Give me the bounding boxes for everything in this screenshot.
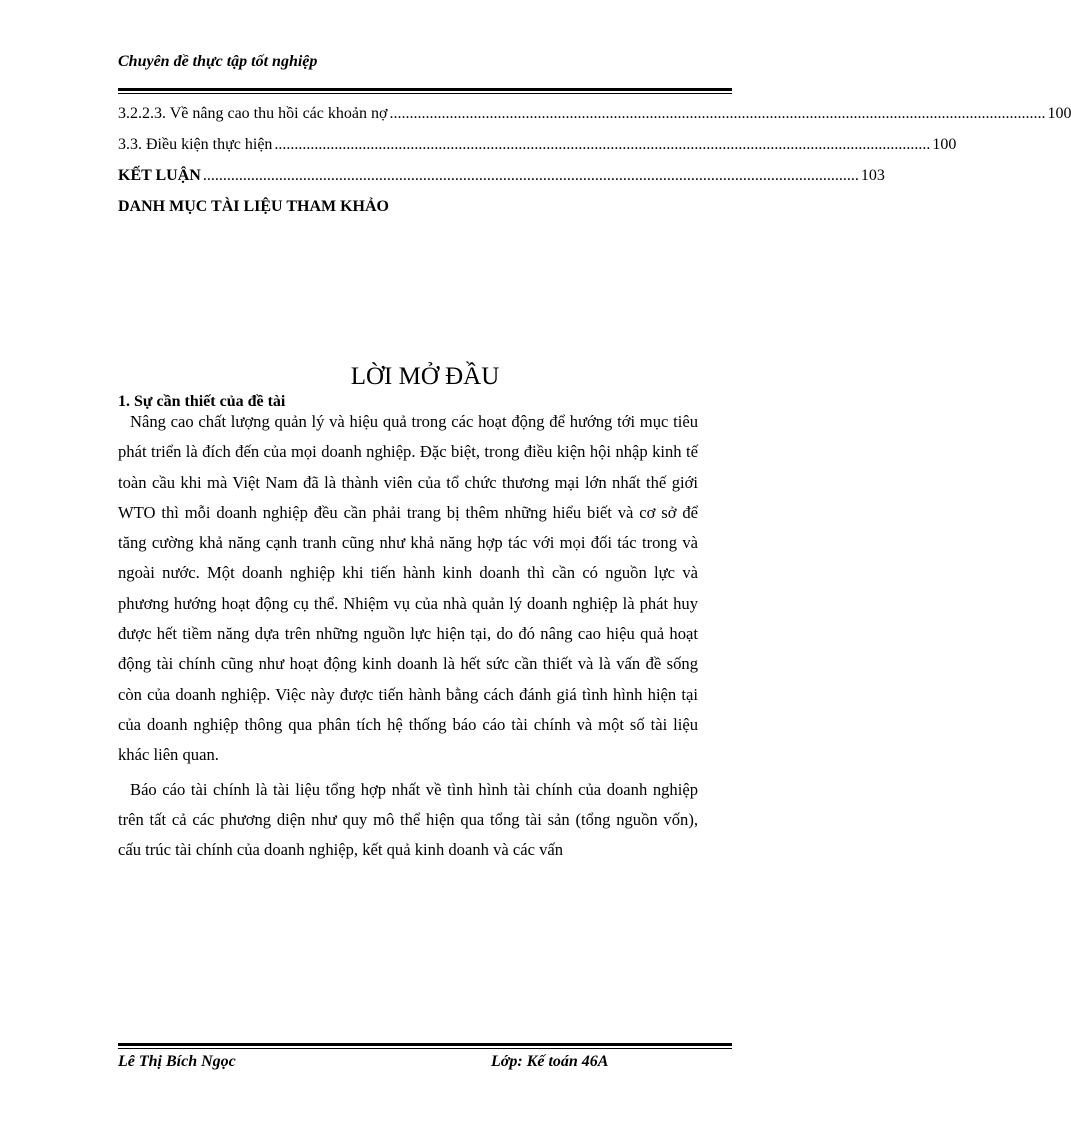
toc-entry-title: 3.2.2.3. Về nâng cao thu hồi các khoản nợ xyxy=(118,105,388,122)
toc-leader-dots: .................................................................................................................................................................... xyxy=(202,167,859,184)
section-heading: 1. Sự cần thiết của đề tài xyxy=(118,393,286,410)
toc-entry-page: 103 xyxy=(860,167,885,184)
toc-entry-title: KẾT LUẬN xyxy=(118,167,201,184)
toc-leader-dots: .................................................................................................................................................................... xyxy=(274,136,931,153)
page-title: LỜI MỞ ĐẦU xyxy=(350,362,500,390)
toc-entry[interactable] xyxy=(118,135,957,166)
toc-entry[interactable] xyxy=(118,104,1071,135)
paragraph: Nâng cao chất lượng quản lý và hiệu quả trong các hoạt động để hướng tới mục tiêu phát triển là đích đến của mọi doanh nghiệp. Đặc biệt, trong điều kiện hội nhập kinh tế toàn cầu khi mà Việt Nam đã là thành viên của tổ chức thương mại lớn nhất thế giới WTO thì mỗi doanh nghiệp đều cần phải trang bị thêm những hiểu biết và cơ sở để tăng cường khả năng cạnh tranh cũng như khả năng hợp tác với mọi đối tác trong và ngoài nước. Một doanh nghiệp khi tiến hành kinh doanh thì cần có nguồn lực và phương hướng hoạt động cụ thể. Nhiệm vụ của nhà quản lý doanh nghiệp là phát huy được hết tiềm năng dựa trên những nguồn lực hiện tại, do đó nâng cao hiệu quả hoạt động tài chính cũng như hoạt động kinh doanh là hết sức cần thiết và là vấn đề sống còn của doanh nghiệp. Việc này được tiến hành bằng cách đánh giá tình hình hiện tại của doanh nghiệp thông qua phân tích hệ thống báo cáo tài chính và một số tài liệu khác liên quan. xyxy=(118,412,698,765)
toc-entry-title: 3.3. Điều kiện thực hiện xyxy=(118,136,273,153)
toc-entry[interactable] xyxy=(118,197,710,228)
toc-entry-page: 100 xyxy=(932,136,957,153)
footer-divider xyxy=(118,1043,732,1049)
page-header xyxy=(118,52,732,72)
toc-entry-title: DANH MỤC TÀI LIỆU THAM KHẢO xyxy=(118,198,389,215)
header-title: Chuyên đề thực tập tốt nghiệp xyxy=(118,53,318,70)
footer-author: Lê Thị Bích Ngọc xyxy=(118,1053,236,1070)
header-divider xyxy=(118,88,732,94)
toc-leader-dots: .................................................................................................................................................................... xyxy=(389,105,1046,122)
footer-class: Lớp: Kế toán 46A xyxy=(491,1053,609,1070)
table-of-contents xyxy=(118,104,1071,228)
toc-entry[interactable] xyxy=(118,166,885,197)
body-text xyxy=(118,407,698,865)
paragraph: Báo cáo tài chính là tài liệu tổng hợp nhất về tình hình tài chính của doanh nghiệp trên tất cả các phương diện như quy mô thể hiện qua tổng tài sản (tổng nguồn vốn), cấu trúc tài chính của doanh nghiệp, kết quả kinh doanh và các vấn xyxy=(118,779,698,860)
toc-entry-page: 100 xyxy=(1047,105,1071,122)
